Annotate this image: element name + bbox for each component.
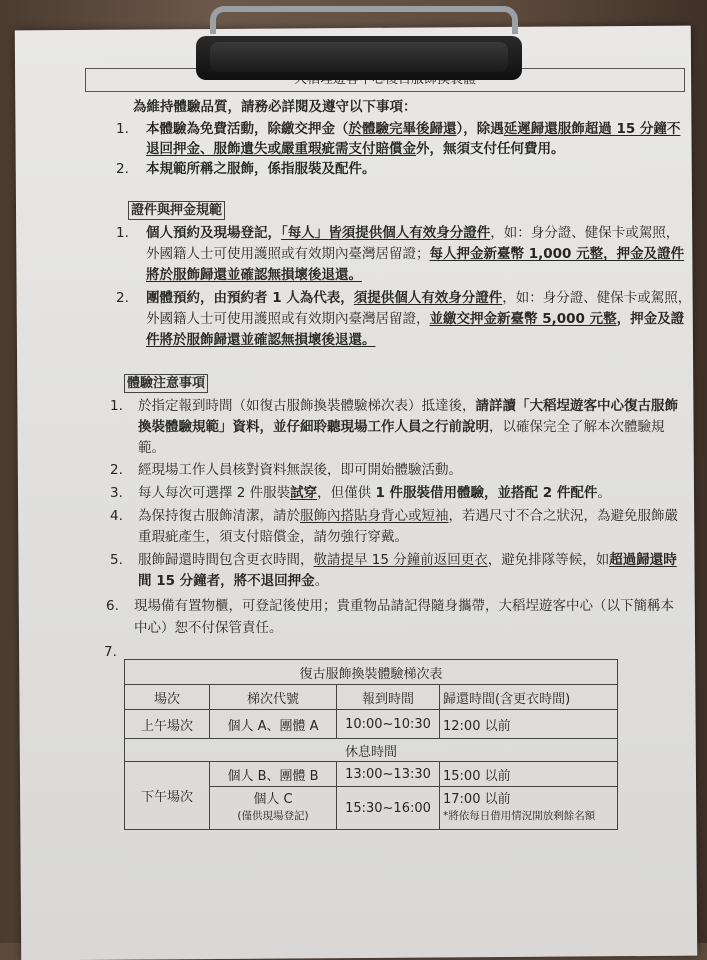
id-rule-1-line1: 個人預約及現場登記，「每人」皆須提供個人有效身分證件，如：身分證、健保卡或駕照，: [146, 225, 680, 241]
general-rule-2-line1: 本規範所稱之服飾，係指服裝及配件。: [146, 161, 376, 177]
return-text: 17:00 以前: [443, 792, 511, 807]
exp-rule-5-line2: 間 15 分鐘者，將不退回押金。: [138, 573, 329, 589]
code-cell: 個人 A、團體 A: [210, 710, 337, 739]
checkin-cell: 15:30~16:00: [337, 787, 440, 830]
rule-number: 7.: [104, 644, 117, 660]
rule-number: 2.: [116, 161, 129, 177]
code-note: (僅供現場登記): [237, 810, 309, 822]
rule-number: 6.: [106, 598, 119, 614]
rule-number: 4.: [110, 508, 123, 524]
exp-rule-2-line1: 經現場工作人員核對資料無誤後，即可開始體驗活動。: [138, 462, 462, 478]
break-row: 休息時間: [125, 739, 618, 762]
rule-number: 1.: [110, 398, 123, 414]
exp-rule-4-line2: 重瑕疵產生，須支付賠償金，請勿強行穿戴。: [138, 529, 408, 545]
rule-number: 2.: [116, 290, 129, 306]
exp-rule-4-line1: 為保持復古服飾清潔，請於服飾內搭貼身背心或短袖，若遇尺寸不合之狀況，為避免服飾嚴: [138, 508, 678, 524]
exp-rule-5-line1: 服飾歸還時間包含更衣時間，敬請提早 15 分鐘前返回更衣，避免排隊等候，如超過歸還時: [138, 552, 677, 568]
table-row: [125, 762, 618, 787]
rule-number: 3.: [110, 485, 123, 501]
rule-number: 5.: [110, 552, 123, 568]
table-header: 報到時間: [337, 685, 440, 710]
exp-rule-1-line1: 於指定報到時間（如復古服飾換裝體驗梯次表）抵達後，請詳讀「大稻埕遊客中心復古服飾: [138, 398, 678, 414]
binder-clip-icon: [196, 0, 522, 82]
code-cell: [210, 787, 337, 830]
table-row: [125, 739, 618, 762]
code-cell: 個人 B、團體 B: [210, 762, 337, 787]
rule-number: 1.: [116, 225, 129, 241]
return-cell: [440, 787, 618, 830]
general-rule-1-line1: 本體驗為免費活動，除繳交押金（於體驗完畢後歸還），除遇延遲歸還服飾超過 15 分鐘不: [146, 121, 681, 137]
table-header-row: [125, 685, 618, 710]
exp-rule-1-line3: 範。: [138, 440, 165, 456]
session-cell: 下午場次: [125, 762, 210, 830]
return-cell: 15:00 以前: [440, 762, 618, 787]
exp-rule-3-line1: 每人每次可選擇 2 件服裝試穿，但僅供 1 件服裝借用體驗，並搭配 2 件配件。: [138, 485, 611, 501]
table-header: 梯次代號: [210, 685, 337, 710]
code-text: 個人 C: [253, 792, 293, 807]
session-cell: 上午場次: [125, 710, 210, 739]
table-row: [125, 710, 618, 739]
id-rule-2-line1: 團體預約，由預約者 1 人為代表，須提供個人有效身分證件，如：身分證、健保卡或駕照，: [146, 290, 692, 306]
id-rule-2-line3: 件將於服飾歸還並確認無損壞後退還。: [146, 332, 376, 348]
section-heading-id-deposit: 證件與押金規範: [128, 201, 225, 220]
id-rule-2-line2: 外國籍人士可使用護照或有效期內臺灣居留證，並繳交押金新臺幣 5,000 元整，押金及證: [146, 311, 685, 327]
return-note: *將依每日借用情況開放剩餘名額: [443, 810, 596, 822]
rule-number: 2.: [110, 462, 123, 478]
rule-number: 1.: [116, 121, 129, 137]
exp-rule-1-line2: 換裝體驗規範」資料，並仔細聆聽現場工作人員之行前說明，以確保完全了解本次體驗規: [138, 419, 665, 435]
return-cell: 12:00 以前: [440, 710, 618, 739]
general-rule-1-line2: 退回押金、服飾遺失或嚴重瑕疵需支付賠償金外，無須支付任何費用。: [146, 141, 565, 157]
id-rule-1-line3: 將於服飾歸還並確認無損壞後退還。: [146, 267, 362, 283]
schedule-table-title: 復古服飾換裝體驗梯次表: [125, 660, 618, 685]
section-heading-experience: 體驗注意事項: [124, 374, 208, 393]
table-header: 歸還時間(含更衣時間): [440, 685, 618, 710]
schedule-table: [124, 659, 618, 830]
checkin-cell: 10:00~10:30: [337, 710, 440, 739]
exp-rule-6-line1: 現場備有置物櫃，可登記後使用；貴重物品請記得隨身攜帶，大稻埕遊客中心（以下簡稱本: [134, 598, 674, 614]
id-rule-1-line2: 外國籍人士可使用護照或有效期內臺灣居留證；每人押金新臺幣 1,000 元整，押金及證件: [146, 246, 685, 262]
table-header: 場次: [125, 685, 210, 710]
exp-rule-6-line2: 中心）恕不付保管責任。: [134, 620, 283, 636]
intro-text: 為維持體驗品質，請務必詳閱及遵守以下事項：: [133, 99, 417, 115]
checkin-cell: 13:00~13:30: [337, 762, 440, 787]
